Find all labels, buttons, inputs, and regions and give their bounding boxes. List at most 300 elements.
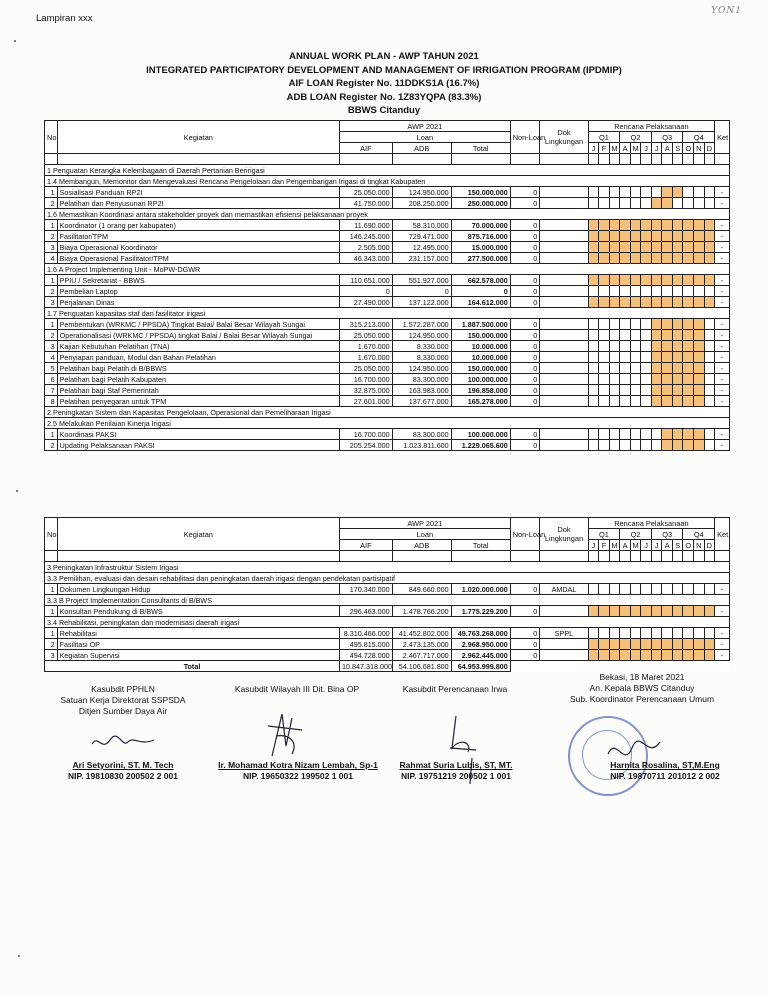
spacer-cell xyxy=(694,551,705,562)
schedule-month-cell xyxy=(662,286,673,297)
row-adb: 1.572.287.000 xyxy=(392,319,451,330)
section-label: 1.6 A Project Implementing Unit - MoPW-DGWR xyxy=(45,264,730,275)
row-adb: 83.300.000 xyxy=(392,429,451,440)
schedule-month-cell xyxy=(651,220,662,231)
sig1-line3: Ditjen Sumber Daya Air xyxy=(78,706,168,716)
row-aif: 495.815.000 xyxy=(340,639,393,650)
schedule-month-cell xyxy=(588,650,599,661)
schedule-month-cell xyxy=(683,330,694,341)
document-titles xyxy=(0,50,768,118)
schedule-month-cell xyxy=(599,584,610,595)
schedule-month-cell xyxy=(694,330,705,341)
row-ket: - xyxy=(715,352,730,363)
row-adb: 8.330.000 xyxy=(392,352,451,363)
schedule-month-cell xyxy=(683,319,694,330)
schedule-month-cell xyxy=(694,341,705,352)
schedule-month-cell xyxy=(683,363,694,374)
schedule-month-cell xyxy=(704,187,715,198)
row-nonloan: 0 xyxy=(510,429,540,440)
col-month: S xyxy=(672,540,683,551)
schedule-month-cell xyxy=(630,253,641,264)
schedule-month-cell xyxy=(672,275,683,286)
row-adb: 849.660.000 xyxy=(392,584,451,595)
schedule-month-cell xyxy=(588,584,599,595)
schedule-month-cell xyxy=(620,385,631,396)
table-row xyxy=(45,341,730,352)
row-kegiatan: Rehabilitasi xyxy=(57,628,339,639)
row-aif: 1.670.000 xyxy=(340,352,393,363)
schedule-month-cell xyxy=(672,187,683,198)
schedule-month-cell xyxy=(683,341,694,352)
sig1-name: Ari Setyorini, ST. M. Tech xyxy=(72,760,174,770)
schedule-month-cell xyxy=(609,297,620,308)
schedule-month-cell xyxy=(588,253,599,264)
schedule-month-cell xyxy=(683,628,694,639)
schedule-month-cell xyxy=(672,584,683,595)
table-row xyxy=(45,242,730,253)
row-nonloan: 0 xyxy=(510,374,540,385)
schedule-month-cell xyxy=(599,319,610,330)
schedule-month-cell xyxy=(651,396,662,407)
row-dok xyxy=(540,374,588,385)
schedule-month-cell xyxy=(704,374,715,385)
row-total: 10.000.000 xyxy=(451,341,510,352)
row-dok xyxy=(540,275,588,286)
row-ket: - xyxy=(715,319,730,330)
schedule-month-cell xyxy=(694,396,705,407)
row-no: 2 xyxy=(45,286,58,297)
schedule-month-cell xyxy=(672,330,683,341)
row-no: 5 xyxy=(45,363,58,374)
row-ket: - xyxy=(715,242,730,253)
schedule-month-cell xyxy=(651,330,662,341)
schedule-month-cell xyxy=(672,220,683,231)
table-row xyxy=(45,385,730,396)
col-month: F xyxy=(599,540,610,551)
spacer-cell xyxy=(588,154,599,165)
row-dok xyxy=(540,639,588,650)
schedule-month-cell xyxy=(620,231,631,242)
schedule-month-cell xyxy=(704,396,715,407)
row-total: 1.887.500.000 xyxy=(451,319,510,330)
schedule-month-cell xyxy=(599,628,610,639)
schedule-month-cell xyxy=(694,374,705,385)
schedule-month-cell xyxy=(704,242,715,253)
row-dok xyxy=(540,341,588,352)
spacer-cell xyxy=(694,154,705,165)
schedule-month-cell xyxy=(620,275,631,286)
row-total: 277.500.000 xyxy=(451,253,510,264)
schedule-month-cell xyxy=(704,231,715,242)
row-dok xyxy=(540,330,588,341)
col-awp: AWP 2021 xyxy=(340,121,511,132)
section-label: 1.7 Penguatan kapasitas staf dan fasilitator irigasi xyxy=(45,308,730,319)
schedule-month-cell xyxy=(599,220,610,231)
scan-dot xyxy=(18,955,20,957)
spacer-cell xyxy=(540,551,588,562)
section-row xyxy=(45,418,730,429)
row-no: 4 xyxy=(45,253,58,264)
row-aif: 2.505.000 xyxy=(340,242,393,253)
row-kegiatan: Biaya Operasional Fasilitator/TPM xyxy=(57,253,339,264)
spacer-cell xyxy=(540,154,588,165)
row-ket: - xyxy=(715,606,730,617)
schedule-month-cell xyxy=(651,363,662,374)
row-total: 100.000.000 xyxy=(451,374,510,385)
schedule-month-cell xyxy=(662,242,673,253)
spacer-cell xyxy=(641,551,652,562)
row-nonloan: 0 xyxy=(510,319,540,330)
schedule-month-cell xyxy=(641,187,652,198)
row-ket: - xyxy=(715,396,730,407)
schedule-month-cell xyxy=(694,275,705,286)
schedule-month-cell xyxy=(641,628,652,639)
schedule-month-cell xyxy=(683,253,694,264)
row-no: 8 xyxy=(45,396,58,407)
schedule-month-cell xyxy=(641,650,652,661)
spacer-cell xyxy=(704,154,715,165)
col-month: A xyxy=(662,540,673,551)
awp-table-2 xyxy=(44,517,730,672)
row-kegiatan: Koordinator (1 orang per kabupaten) xyxy=(57,220,339,231)
row-adb: 41.452.802.000 xyxy=(392,628,451,639)
row-total: 1.775.229.200 xyxy=(451,606,510,617)
col-month: J xyxy=(651,143,662,154)
schedule-month-cell xyxy=(620,341,631,352)
row-aif: 494.728.000 xyxy=(340,650,393,661)
row-dok xyxy=(540,286,588,297)
sig4-line2: Sub. Koordinator Perencanaan Umum xyxy=(569,694,715,704)
row-dok xyxy=(540,253,588,264)
row-aif: 0 xyxy=(340,286,393,297)
spacer-cell xyxy=(715,154,730,165)
table-row xyxy=(45,429,730,440)
schedule-month-cell xyxy=(662,253,673,264)
schedule-month-cell xyxy=(599,297,610,308)
row-dok xyxy=(540,198,588,209)
section-row xyxy=(45,595,730,606)
scan-dot xyxy=(14,40,16,42)
row-nonloan: 0 xyxy=(510,330,540,341)
schedule-month-cell xyxy=(662,231,673,242)
row-ket: - xyxy=(715,363,730,374)
col-aif: AIF xyxy=(340,143,393,154)
section-row xyxy=(45,264,730,275)
schedule-month-cell xyxy=(609,396,620,407)
spacer-cell xyxy=(392,154,451,165)
schedule-month-cell xyxy=(609,242,620,253)
schedule-month-cell xyxy=(683,187,694,198)
lampiran-label: Lampiran xxx xyxy=(36,13,93,24)
row-nonloan: 0 xyxy=(510,650,540,661)
table-row xyxy=(45,275,730,286)
spacer-cell xyxy=(588,551,599,562)
schedule-month-cell xyxy=(641,297,652,308)
schedule-month-cell xyxy=(704,286,715,297)
col-no: No xyxy=(45,518,58,551)
schedule-month-cell xyxy=(588,440,599,451)
row-ket: - xyxy=(715,297,730,308)
awp-table-1 xyxy=(44,120,730,451)
spacer-cell xyxy=(510,551,540,562)
schedule-month-cell xyxy=(704,650,715,661)
schedule-month-cell xyxy=(683,639,694,650)
schedule-month-cell xyxy=(599,253,610,264)
row-total: 150.000.000 xyxy=(451,363,510,374)
col-month: S xyxy=(672,143,683,154)
col-ket: Ket xyxy=(715,121,730,154)
schedule-month-cell xyxy=(588,628,599,639)
row-kegiatan: Pelatihan bagi Staf Pemerintah xyxy=(57,385,339,396)
schedule-month-cell xyxy=(672,341,683,352)
col-quarter: Q3 xyxy=(651,132,683,143)
row-no: 2 xyxy=(45,231,58,242)
row-kegiatan: Pelatihan dan Penyusunan RP2I xyxy=(57,198,339,209)
row-aif: 27.490.000 xyxy=(340,297,393,308)
schedule-month-cell xyxy=(672,319,683,330)
row-kegiatan: Sosialisasi Panduan RP2I xyxy=(57,187,339,198)
schedule-month-cell xyxy=(694,198,705,209)
row-total: 70.000.000 xyxy=(451,220,510,231)
schedule-month-cell xyxy=(662,396,673,407)
table-row xyxy=(45,584,730,595)
col-month: M xyxy=(609,540,620,551)
section-label: 1.6 Memastikan Koordinasi antara stakeholder proyek dan memastikan efisiensi pelaksanaan proyek xyxy=(45,209,730,220)
table1-header-row-1 xyxy=(45,121,730,132)
row-aif: 41.750.000 xyxy=(340,198,393,209)
row-dok xyxy=(540,231,588,242)
col-kegiatan: Kegiatan xyxy=(57,121,339,154)
row-kegiatan: Pembentukan (WRKMC / PPSDA) Tingkat Balai/ Balai Besar Wilayah Sungai xyxy=(57,319,339,330)
col-quarter: Q4 xyxy=(683,529,715,540)
row-total: 150.000.000 xyxy=(451,187,510,198)
schedule-month-cell xyxy=(672,352,683,363)
schedule-month-cell xyxy=(630,650,641,661)
schedule-month-cell xyxy=(588,220,599,231)
row-total: 2.962.445.000 xyxy=(451,650,510,661)
schedule-month-cell xyxy=(672,374,683,385)
col-month: J xyxy=(641,540,652,551)
col-quarter: Q3 xyxy=(651,529,683,540)
schedule-month-cell xyxy=(620,286,631,297)
col-month: M xyxy=(609,143,620,154)
col-awp: AWP 2021 xyxy=(340,518,511,529)
schedule-month-cell xyxy=(599,341,610,352)
spacer-cell xyxy=(57,551,339,562)
schedule-month-cell xyxy=(672,429,683,440)
col-month: O xyxy=(683,143,694,154)
sig2-title: Kasubdit Wilayah III Dit. Bina OP xyxy=(234,684,360,694)
schedule-month-cell xyxy=(662,220,673,231)
row-no: 4 xyxy=(45,352,58,363)
schedule-month-cell xyxy=(651,242,662,253)
row-aif: 11.690.000 xyxy=(340,220,393,231)
schedule-month-cell xyxy=(588,352,599,363)
schedule-month-cell xyxy=(651,374,662,385)
sig1-nip: NIP. 19810830 200502 2 001 xyxy=(68,771,178,781)
schedule-month-cell xyxy=(683,297,694,308)
row-adb: 1.023.811.600 xyxy=(392,440,451,451)
schedule-month-cell xyxy=(630,231,641,242)
sig4-nip: NIP. 19870711 201012 2 002 xyxy=(610,771,720,781)
schedule-month-cell xyxy=(694,429,705,440)
row-dok xyxy=(540,220,588,231)
row-adb: 231.157.000 xyxy=(392,253,451,264)
sig3-title: Kasubdit Perencanaan Irwa xyxy=(402,684,508,694)
schedule-month-cell xyxy=(588,319,599,330)
schedule-month-cell xyxy=(704,352,715,363)
row-dok: SPPL xyxy=(540,628,588,639)
schedule-month-cell xyxy=(620,363,631,374)
col-month: N xyxy=(694,540,705,551)
schedule-month-cell xyxy=(620,429,631,440)
table2-spacer-row xyxy=(45,551,730,562)
row-total: 250.000.000 xyxy=(451,198,510,209)
col-month: J xyxy=(641,143,652,154)
row-aif: 296.463.000 xyxy=(340,606,393,617)
schedule-month-cell xyxy=(672,385,683,396)
row-adb: 163.983.000 xyxy=(392,385,451,396)
schedule-month-cell xyxy=(620,440,631,451)
schedule-month-cell xyxy=(683,650,694,661)
table-row xyxy=(45,187,730,198)
schedule-month-cell xyxy=(641,231,652,242)
schedule-month-cell xyxy=(630,198,641,209)
row-dok: AMDAL xyxy=(540,584,588,595)
schedule-month-cell xyxy=(694,628,705,639)
table-row xyxy=(45,253,730,264)
row-adb: 2.467.717.000 xyxy=(392,650,451,661)
col-month: J xyxy=(588,540,599,551)
signature-block-2-title xyxy=(212,684,382,695)
schedule-month-cell xyxy=(609,628,620,639)
schedule-month-cell xyxy=(588,286,599,297)
schedule-month-cell xyxy=(694,242,705,253)
schedule-month-cell xyxy=(588,187,599,198)
total-adb: 54.106.681.800 xyxy=(392,661,451,672)
row-ket: - xyxy=(715,385,730,396)
schedule-month-cell xyxy=(588,297,599,308)
row-aif: 110.651.000 xyxy=(340,275,393,286)
section-label: 1 Penguatan Kerangka Kelembagaan di Daerah Pertanian Beririgasi xyxy=(45,165,730,176)
row-no: 6 xyxy=(45,374,58,385)
schedule-month-cell xyxy=(641,352,652,363)
row-aif: 25.050.000 xyxy=(340,363,393,374)
row-total: 10.000.000 xyxy=(451,352,510,363)
spacer-cell xyxy=(683,551,694,562)
schedule-month-cell xyxy=(620,242,631,253)
schedule-month-cell xyxy=(694,650,705,661)
row-aif: 27.601.000 xyxy=(340,396,393,407)
section-row xyxy=(45,176,730,187)
col-lingkungan-label: Lingkungan xyxy=(544,137,584,146)
row-no: 1 xyxy=(45,220,58,231)
schedule-month-cell xyxy=(651,187,662,198)
col-month: A xyxy=(620,143,631,154)
schedule-month-cell xyxy=(609,198,620,209)
schedule-month-cell xyxy=(599,330,610,341)
schedule-month-cell xyxy=(662,363,673,374)
schedule-month-cell xyxy=(651,429,662,440)
schedule-month-cell xyxy=(683,275,694,286)
row-dok xyxy=(540,440,588,451)
schedule-month-cell xyxy=(588,374,599,385)
schedule-month-cell xyxy=(588,385,599,396)
table-row xyxy=(45,650,730,661)
schedule-month-cell xyxy=(694,363,705,374)
sig3-name: Rahmat Suria Lubis, ST, MT. xyxy=(399,760,513,770)
row-dok xyxy=(540,396,588,407)
schedule-month-cell xyxy=(641,440,652,451)
row-aif: 1.670.000 xyxy=(340,341,393,352)
title-line-3: AIF LOAN Register No. 11DDKS1A (16.7%) xyxy=(288,78,480,89)
row-nonloan: 0 xyxy=(510,253,540,264)
total-label: Total xyxy=(45,661,340,672)
row-kegiatan: Pelatihan penyegaran untuk TPM xyxy=(57,396,339,407)
row-aif: 25.050.000 xyxy=(340,187,393,198)
schedule-month-cell xyxy=(599,187,610,198)
table-row xyxy=(45,198,730,209)
col-quarter: Q2 xyxy=(620,132,652,143)
col-dok xyxy=(540,518,588,551)
row-total: 100.000.000 xyxy=(451,429,510,440)
row-dok xyxy=(540,297,588,308)
col-month: F xyxy=(599,143,610,154)
row-kegiatan: Fasilitasi OP xyxy=(57,639,339,650)
row-no: 3 xyxy=(45,650,58,661)
table2-header-row-1 xyxy=(45,518,730,529)
schedule-month-cell xyxy=(651,198,662,209)
row-no: 3 xyxy=(45,242,58,253)
schedule-month-cell xyxy=(662,374,673,385)
schedule-month-cell xyxy=(662,198,673,209)
row-total: 875.716.000 xyxy=(451,231,510,242)
spacer-cell xyxy=(57,154,339,165)
schedule-month-cell xyxy=(588,330,599,341)
schedule-month-cell xyxy=(620,650,631,661)
schedule-month-cell xyxy=(672,440,683,451)
row-no: 3 xyxy=(45,297,58,308)
row-adb: 124.950.000 xyxy=(392,187,451,198)
schedule-month-cell xyxy=(683,374,694,385)
schedule-month-cell xyxy=(651,639,662,650)
schedule-month-cell xyxy=(620,253,631,264)
spacer-cell xyxy=(715,551,730,562)
row-dok xyxy=(540,242,588,253)
schedule-month-cell xyxy=(588,275,599,286)
schedule-month-cell xyxy=(672,628,683,639)
schedule-month-cell xyxy=(694,187,705,198)
col-adb: ADB xyxy=(392,540,451,551)
schedule-month-cell xyxy=(694,231,705,242)
row-nonloan: 0 xyxy=(510,385,540,396)
schedule-month-cell xyxy=(704,275,715,286)
row-nonloan: 0 xyxy=(510,297,540,308)
row-no: 1 xyxy=(45,584,58,595)
signature-2-image xyxy=(262,706,310,766)
row-adb: 58.310.000 xyxy=(392,220,451,231)
spacer-cell xyxy=(651,551,662,562)
table-row xyxy=(45,231,730,242)
schedule-month-cell xyxy=(609,650,620,661)
table-row xyxy=(45,286,730,297)
schedule-month-cell xyxy=(588,363,599,374)
schedule-month-cell xyxy=(651,231,662,242)
spacer-cell xyxy=(651,154,662,165)
signature-block-1 xyxy=(48,684,198,717)
row-no: 1 xyxy=(45,275,58,286)
spacer-cell xyxy=(340,551,393,562)
